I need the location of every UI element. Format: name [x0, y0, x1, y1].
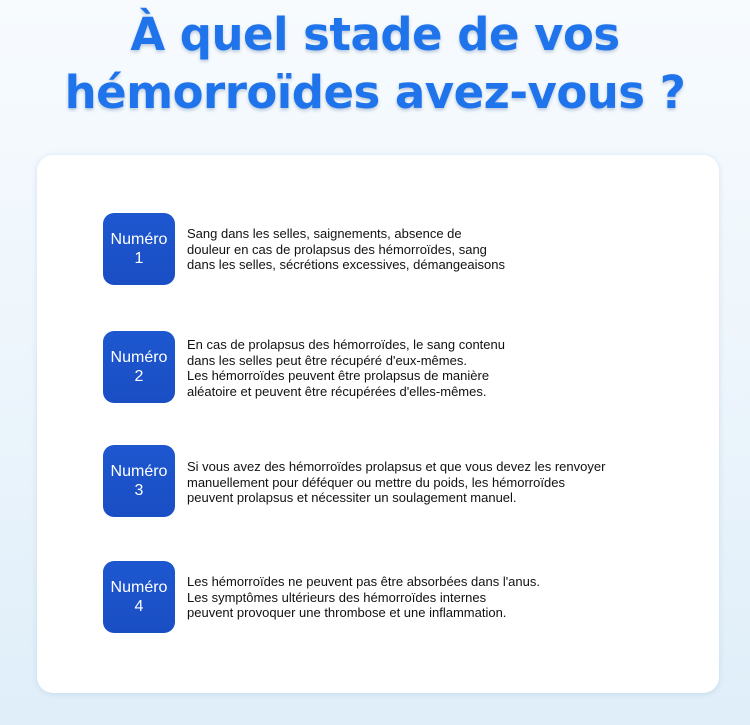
- stage-description-line: douleur en cas de prolapsus des hémorroïdes, sang: [187, 241, 487, 257]
- stage-badge-4: [103, 561, 175, 633]
- stage-description-1: [187, 226, 505, 273]
- stage-description-3: [187, 459, 605, 506]
- stage-description-line: Les hémorroïdes peuvent être prolapsus de manière: [187, 368, 490, 383]
- stage-badge-1: [103, 213, 175, 285]
- stage-description-line: En cas de prolapsus des hémorroïdes, le sang contenu: [187, 337, 505, 352]
- stage-description-line: peuvent provoquer une thrombose et une inflammation.: [187, 605, 507, 620]
- stage-description-line: manuellement pour déféquer ou mettre du poids, les hémorroïdes: [187, 474, 565, 490]
- stage-badge-label: Numéro: [110, 579, 168, 596]
- stage-badge-label: Numéro: [110, 231, 168, 248]
- page-title-line-1: À quel stade de vos: [130, 8, 620, 61]
- stage-description-line: Sang dans les selles, saignements, absence de: [187, 226, 462, 241]
- stage-badge-label: Numéro: [110, 349, 168, 366]
- stage-description-line: aléatoire et peuvent être récupérées d'elles-mêmes.: [187, 383, 487, 399]
- stage-badge-number: 4: [134, 598, 144, 615]
- stage-description-line: dans les selles, sécrétions excessives, démangeaisons: [187, 257, 505, 272]
- stage-badge-number: 3: [134, 482, 144, 499]
- stage-badge-label: Numéro: [110, 463, 168, 480]
- page-title: [0, 6, 750, 122]
- stage-description-2: [187, 337, 505, 399]
- stage-description-line: Si vous avez des hémorroïdes prolapsus et que vous devez les renvoyer: [187, 459, 606, 474]
- stage-description-line: peuvent prolapsus et nécessiter un soulagement manuel.: [187, 490, 517, 505]
- stage-description-line: Les symptômes ultérieurs des hémorroïdes internes: [187, 589, 487, 605]
- stage-description-line: dans les selles peut être récupéré d'eux-mêmes.: [187, 352, 467, 368]
- stage-badge-number: 1: [134, 250, 144, 267]
- stages-card: [37, 155, 719, 693]
- page-title-line-2: hémorroïdes avez-vous ?: [64, 66, 686, 119]
- stage-badge-2: [103, 331, 175, 403]
- stage-description-4: [187, 574, 540, 621]
- stage-badge-number: 2: [134, 368, 144, 385]
- stage-description-line: Les hémorroïdes ne peuvent pas être absorbées dans l'anus.: [187, 574, 540, 589]
- stage-badge-3: [103, 445, 175, 517]
